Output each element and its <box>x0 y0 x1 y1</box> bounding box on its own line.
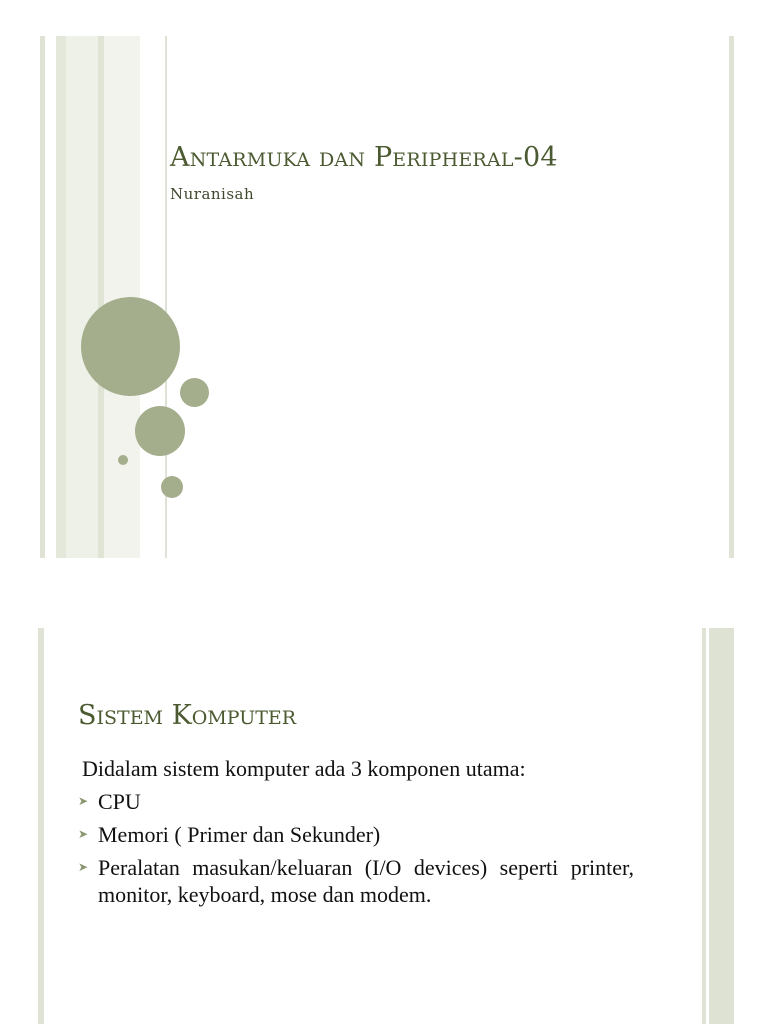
list-item <box>78 788 634 815</box>
author-name: Nuranisah <box>170 185 255 203</box>
list-item-text: Peralatan masukan/keluaran (I/O devices) seperti printer, monitor, keyboard, mose dan modem. <box>98 855 634 907</box>
list-item <box>78 821 634 848</box>
decor-stripe <box>56 36 66 558</box>
bullet-list <box>78 788 634 914</box>
arrowhead-bullet-icon: ➤ <box>78 794 89 808</box>
list-item-text: CPU <box>98 789 141 814</box>
list-item <box>78 854 634 908</box>
arrowhead-bullet-icon: ➤ <box>78 827 89 841</box>
decor-stripe <box>38 628 44 1024</box>
decor-circle-small <box>180 378 209 407</box>
decor-circle-tiny <box>118 455 128 465</box>
decor-stripe <box>729 36 734 558</box>
slide-title-heading: Antarmuka dan Peripheral-04 <box>170 142 558 173</box>
slide-heading: Sistem Komputer <box>78 700 297 731</box>
decor-stripe <box>66 36 98 558</box>
decor-stripe <box>702 628 706 1024</box>
slide-sistem-komputer <box>0 628 768 1024</box>
arrowhead-bullet-icon: ➤ <box>78 860 89 874</box>
decor-circle-medium <box>135 406 185 456</box>
intro-text: Didalam sistem komputer ada 3 komponen utama: <box>82 756 526 781</box>
list-item-text: Memori ( Primer dan Sekunder) <box>98 822 381 847</box>
decor-circle-large <box>81 297 180 396</box>
decor-circle-small <box>161 476 183 498</box>
decor-stripe <box>40 36 45 558</box>
decor-stripe <box>713 628 734 1024</box>
